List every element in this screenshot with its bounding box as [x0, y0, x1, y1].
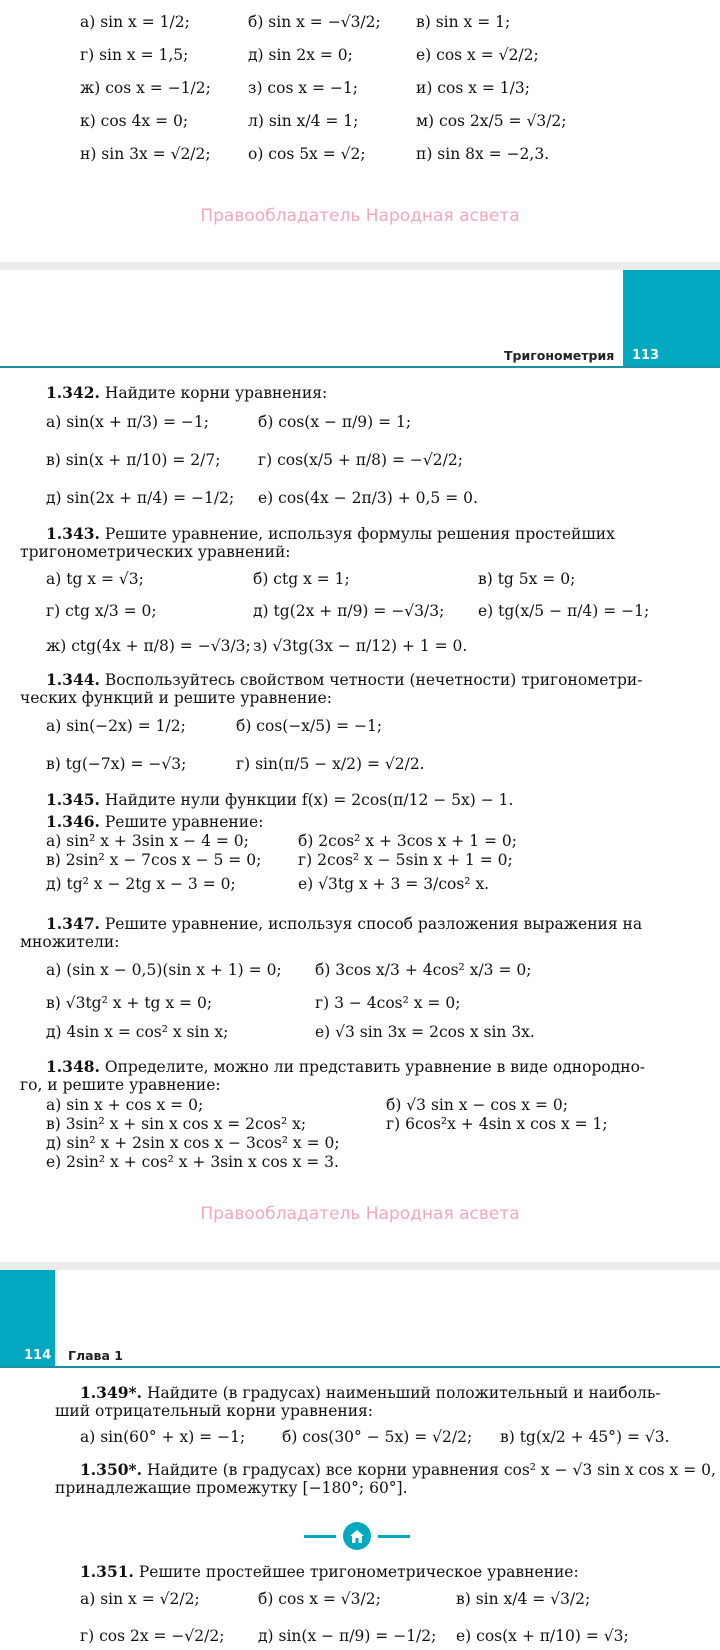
exercise-text: Найдите нули функции f(x) = 2cos(π/12 − 5x) − 1.: [99, 791, 514, 809]
ex-item: в) tg(−7x) = −√3;: [46, 755, 187, 773]
ex-item: в) 2sin² x − 7cos x − 5 = 0;: [46, 851, 262, 869]
ex-item: в) tg(x/2 + 45°) = √3.: [500, 1428, 670, 1446]
ex-item: а) sin(−2x) = 1/2;: [46, 717, 186, 735]
divider-line-left: [304, 1535, 336, 1538]
exercise-1348-heading: [46, 1057, 645, 1077]
exercise-text-cont: ческих функций и решите уравнение:: [20, 689, 332, 707]
ex-item: д) sin 2x = 0;: [248, 46, 353, 64]
ex-item: в) sin x = 1;: [416, 13, 511, 31]
ex-item: е) cos(x + π/10) = √3;: [456, 1627, 629, 1645]
ex-item: е) √3 sin 3x = 2cos x sin 3x.: [315, 1023, 535, 1041]
ex-item: а) tg x = √3;: [46, 570, 144, 588]
ex-item: г) 6cos²x + 4sin x cos x = 1;: [386, 1115, 608, 1133]
divider-line-right: [378, 1535, 410, 1538]
exercise-text-cont: принадлежащие промежутку [−180°; 60°].: [55, 1479, 408, 1497]
exercise-text-cont: ший отрицательный корни уравнения:: [55, 1402, 374, 1420]
ex-item: в) sin x/4 = √3/2;: [456, 1590, 591, 1608]
exercise-number: 1.346.: [46, 812, 100, 831]
ex-item: з) cos x = −1;: [248, 79, 358, 97]
ex-item: о) cos 5x = √2;: [248, 145, 366, 163]
exercise-number: 1.345.: [46, 790, 100, 809]
ex-item: е) cos(4x − 2π/3) + 0,5 = 0.: [258, 489, 478, 507]
copyright-notice: Правообладатель Народная асвета: [200, 1204, 520, 1224]
ex-item: а) sin(60° + x) = −1;: [80, 1428, 246, 1446]
exercise-text: Найдите корни уравнения:: [99, 384, 328, 402]
ex-item: б) 2cos² x + 3cos x + 1 = 0;: [298, 832, 517, 850]
ex-item: в) tg 5x = 0;: [478, 570, 576, 588]
ex-item: г) 2cos² x − 5sin x + 1 = 0;: [298, 851, 513, 869]
ex-item: и) cos x = 1/3;: [416, 79, 530, 97]
ex-item: б) 3cos x/3 + 4cos² x/3 = 0;: [315, 961, 532, 979]
page-number: 114: [24, 1348, 52, 1363]
exercise-1346-heading: [46, 812, 263, 832]
ex-item: б) sin x = −√3/2;: [248, 13, 381, 31]
ex-item: б) ctg x = 1;: [253, 570, 350, 588]
exercise-1343-heading: [46, 524, 615, 544]
page-top: [0, 0, 720, 262]
ex-item: д) sin² x + 2sin x cos x − 3cos² x = 0;: [46, 1134, 340, 1152]
ex-item: п) sin 8x = −2,3.: [416, 145, 550, 163]
ex-item: к) cos 4x = 0;: [80, 112, 189, 130]
page-113: [0, 270, 720, 1262]
exercise-1347-heading: [46, 914, 642, 934]
page-gap: [0, 1262, 720, 1270]
running-head: Тригонометрия: [504, 348, 615, 363]
ex-item: г) sin x = 1,5;: [80, 46, 189, 64]
ex-item: а) sin x + cos x = 0;: [46, 1096, 204, 1114]
ex-item: в) √3tg² x + tg x = 0;: [46, 994, 213, 1012]
ex-item: а) sin² x + 3sin x − 4 = 0;: [46, 832, 249, 850]
ex-item: а) sin x = √2/2;: [80, 1590, 200, 1608]
ex-item: г) 3 − 4cos² x = 0;: [315, 994, 461, 1012]
ex-item: д) tg² x − 2tg x − 3 = 0;: [46, 875, 236, 893]
exercise-number: 1.348.: [46, 1057, 100, 1076]
exercise-text: Решите уравнение, используя способ разложения выражения на: [99, 915, 643, 933]
exercise-text: Решите уравнение:: [99, 813, 264, 831]
exercise-number: 1.351.: [80, 1562, 134, 1581]
ex-item: л) sin x/4 = 1;: [248, 112, 359, 130]
header-rule: [0, 1366, 720, 1368]
ex-item: г) sin(π/5 − x/2) = √2/2.: [236, 755, 425, 773]
ex-item: б) cos x = √3/2;: [258, 1590, 381, 1608]
running-head: Глава 1: [68, 1348, 123, 1363]
ex-item: б) cos(−x/5) = −1;: [236, 717, 383, 735]
ex-item: е) tg(x/5 − π/4) = −1;: [478, 602, 650, 620]
exercise-number: 1.342.: [46, 383, 100, 402]
ex-item: г) cos 2x = −√2/2;: [80, 1627, 225, 1645]
ex-item: г) ctg x/3 = 0;: [46, 602, 157, 620]
ex-item: в) 3sin² x + sin x cos x = 2cos² x;: [46, 1115, 307, 1133]
header-rule: [0, 366, 720, 368]
exercise-number: 1.343.: [46, 524, 100, 543]
page-114: [0, 1270, 720, 1650]
exercise-text: Найдите (в градусах) все корни уравнения cos² x − √3 sin x cos x = 0,: [142, 1461, 716, 1479]
ex-item: д) 4sin x = cos² x sin x;: [46, 1023, 229, 1041]
exercise-text-cont: тригонометрических уравнений:: [20, 543, 291, 561]
page-number: 113: [632, 348, 660, 363]
ex-item: д) sin(2x + π/4) = −1/2;: [46, 489, 235, 507]
section-divider: [304, 1522, 410, 1550]
ex-item: ж) ctg(4x + π/8) = −√3/3;: [46, 637, 251, 655]
exercise-text: Решите уравнение, используя формулы решения простейших: [99, 525, 615, 543]
exercise-number: 1.349*.: [80, 1383, 143, 1402]
exercise-text: Определите, можно ли представить уравнение в виде однородно-: [99, 1058, 646, 1076]
ex-item: б) cos(30° − 5x) = √2/2;: [282, 1428, 473, 1446]
ex-item: е) 2sin² x + cos² x + 3sin x cos x = 3.: [46, 1153, 339, 1171]
ex-item: ж) cos x = −1/2;: [80, 79, 211, 97]
exercise-text-cont: множители:: [20, 933, 120, 951]
exercise-number: 1.347.: [46, 914, 100, 933]
exercise-number: 1.344.: [46, 670, 100, 689]
ex-item: е) cos x = √2/2;: [416, 46, 539, 64]
ex-item: е) √3tg x + 3 = 3/cos² x.: [298, 875, 490, 893]
exercise-text: Воспользуйтесь свойством четности (нечетности) тригонометри-: [99, 671, 643, 689]
exercise-text-cont: го, и решите уравнение:: [20, 1076, 221, 1094]
page-gap: [0, 262, 720, 270]
home-icon: [343, 1522, 371, 1550]
exercise-1350-heading: [80, 1460, 716, 1480]
ex-item: н) sin 3x = √2/2;: [80, 145, 211, 163]
ex-item: д) tg(2x + π/9) = −√3/3;: [253, 602, 445, 620]
ex-item: б) cos(x − π/9) = 1;: [258, 413, 412, 431]
ex-item: в) sin(x + π/10) = 2/7;: [46, 451, 221, 469]
exercise-1345-heading: [46, 790, 513, 810]
exercise-1342-heading: [46, 383, 327, 403]
exercise-1349-heading: [80, 1383, 661, 1403]
ex-item: д) sin(x − π/9) = −1/2;: [258, 1627, 437, 1645]
ex-item: а) sin x = 1/2;: [80, 13, 190, 31]
ex-item: а) (sin x − 0,5)(sin x + 1) = 0;: [46, 961, 282, 979]
exercise-text: Решите простейшее тригонометрическое уравнение:: [133, 1563, 579, 1581]
copyright-notice: Правообладатель Народная асвета: [200, 206, 520, 226]
exercise-1351-heading: [80, 1562, 579, 1582]
ex-item: м) cos 2x/5 = √3/2;: [416, 112, 567, 130]
ex-item: з) √3tg(3x − π/12) + 1 = 0.: [253, 637, 468, 655]
exercise-number: 1.350*.: [80, 1460, 143, 1479]
ex-item: а) sin(x + π/3) = −1;: [46, 413, 209, 431]
ex-item: б) √3 sin x − cos x = 0;: [386, 1096, 568, 1114]
ex-item: г) cos(x/5 + π/8) = −√2/2;: [258, 451, 463, 469]
exercise-1344-heading: [46, 670, 642, 690]
exercise-text: Найдите (в градусах) наименьший положительный и наиболь-: [142, 1384, 661, 1402]
